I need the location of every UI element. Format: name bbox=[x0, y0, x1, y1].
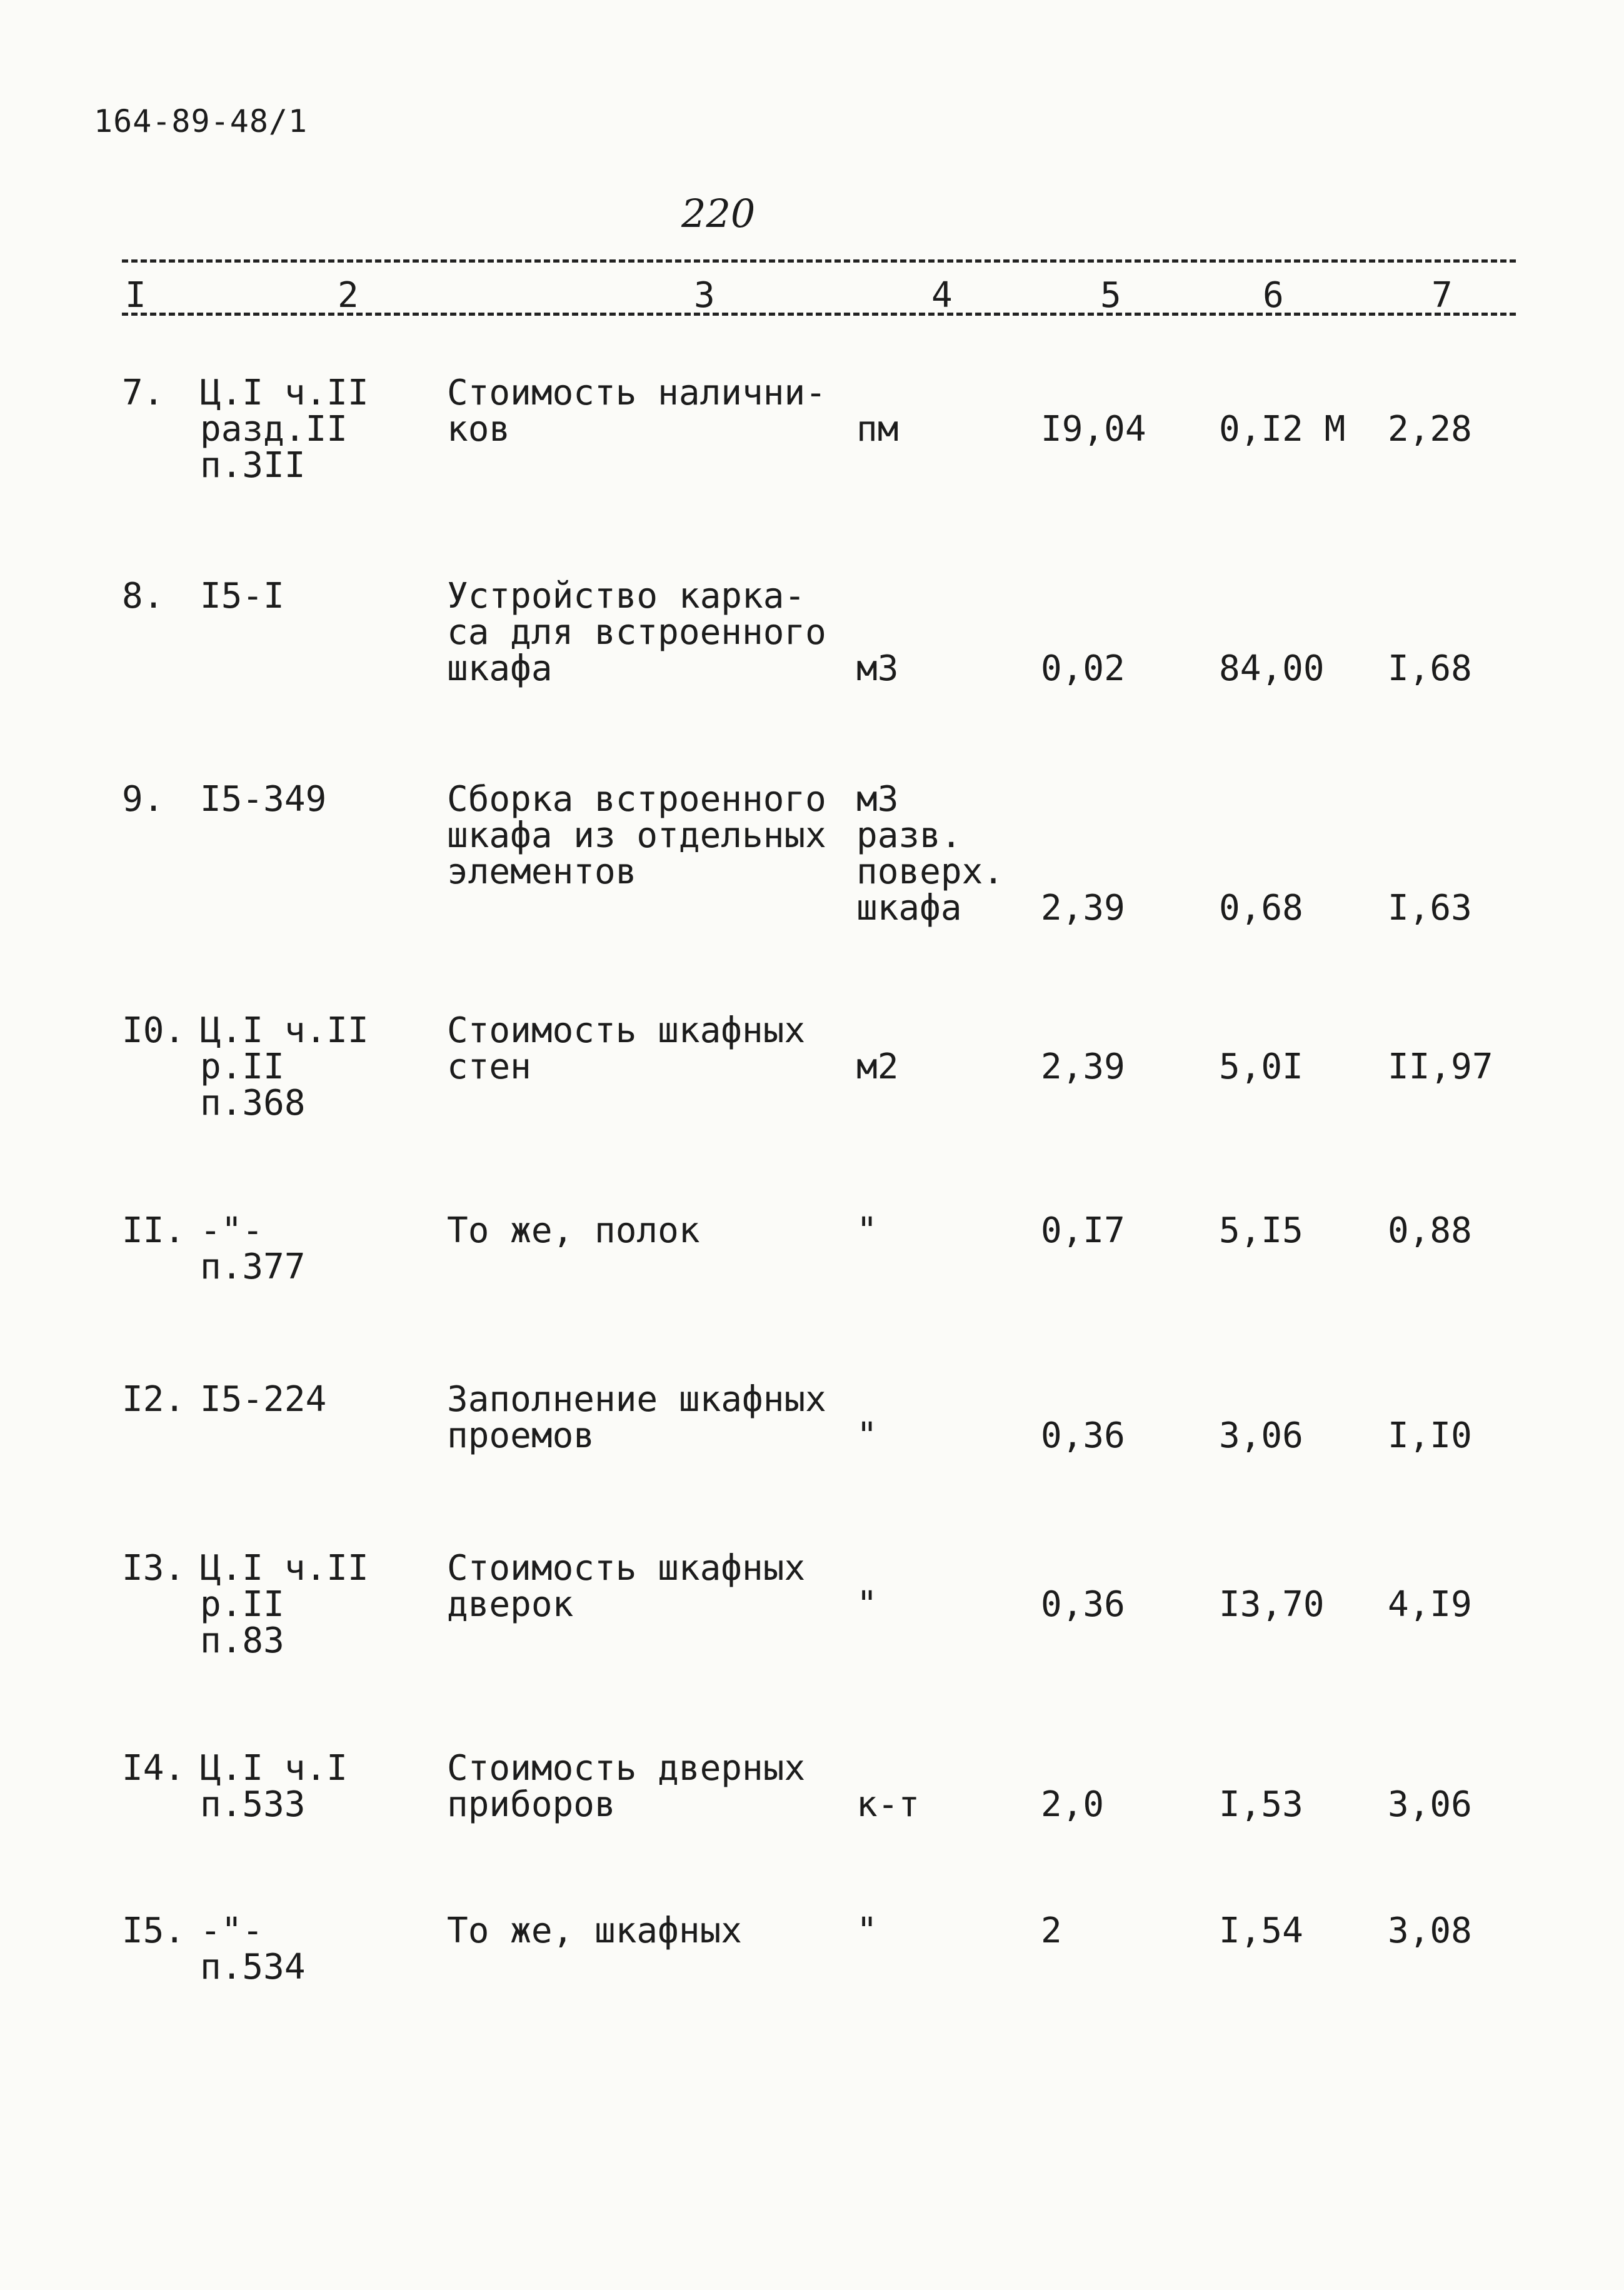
work-description: Стоимость шкафных дверок bbox=[447, 1548, 806, 1625]
total-cost: 0,88 bbox=[1388, 1210, 1472, 1251]
column-number-1: I bbox=[125, 275, 146, 316]
norm-reference: Ц.I ч.II разд.II п.3II bbox=[200, 373, 369, 486]
column-number-2: 2 bbox=[338, 275, 359, 316]
total-cost: 2,28 bbox=[1388, 409, 1472, 449]
work-description: Стоимость налични- ков bbox=[447, 373, 826, 449]
work-description: Стоимость дверных приборов bbox=[447, 1748, 806, 1825]
quantity: 2 bbox=[1041, 1911, 1062, 1951]
unit-of-measure: м3 разв. поверх. шкафа bbox=[856, 779, 1005, 928]
unit-price: 0,68 bbox=[1219, 888, 1303, 928]
row-number: II. bbox=[122, 1210, 186, 1251]
row-number: 8. bbox=[122, 576, 164, 616]
quantity: 2,0 bbox=[1041, 1784, 1105, 1825]
unit-price: 84,00 bbox=[1219, 648, 1325, 689]
row-number: I0. bbox=[122, 1010, 186, 1051]
unit-of-measure: " bbox=[856, 1210, 878, 1251]
norm-reference: I5-224 bbox=[200, 1379, 327, 1420]
column-number-5: 5 bbox=[1100, 275, 1121, 316]
norm-reference: -"- п.534 bbox=[200, 1911, 306, 1987]
work-description: То же, полок bbox=[447, 1210, 700, 1251]
unit-price: I,54 bbox=[1219, 1911, 1303, 1951]
column-number-4: 4 bbox=[931, 275, 953, 316]
norm-reference: Ц.I ч.I п.533 bbox=[200, 1748, 348, 1825]
row-number: I5. bbox=[122, 1911, 186, 1951]
total-cost: I,68 bbox=[1388, 648, 1472, 689]
unit-price: 5,0I bbox=[1219, 1047, 1303, 1087]
work-description: Заполнение шкафных проемов bbox=[447, 1379, 826, 1456]
column-number-7: 7 bbox=[1431, 275, 1453, 316]
document-code: 164-89-48/1 bbox=[94, 103, 308, 139]
unit-of-measure: пм bbox=[856, 409, 899, 449]
quantity: 0,36 bbox=[1041, 1415, 1125, 1456]
total-cost: 4,I9 bbox=[1388, 1584, 1472, 1625]
quantity: I9,04 bbox=[1041, 409, 1146, 449]
unit-of-measure: " bbox=[856, 1415, 878, 1456]
unit-of-measure: " bbox=[856, 1584, 878, 1625]
row-number: I2. bbox=[122, 1379, 186, 1420]
quantity: 2,39 bbox=[1041, 1047, 1125, 1087]
work-description: Сборка встроенного шкафа из отдельных элементов bbox=[447, 779, 826, 892]
quantity: 2,39 bbox=[1041, 888, 1125, 928]
unit-of-measure: к-т bbox=[856, 1784, 920, 1825]
work-description: Стоимость шкафных стен bbox=[447, 1010, 806, 1087]
unit-price: 0,I2 М bbox=[1219, 409, 1346, 449]
column-number-6: 6 bbox=[1263, 275, 1284, 316]
total-cost: I,63 bbox=[1388, 888, 1472, 928]
unit-of-measure: м3 bbox=[856, 648, 899, 689]
quantity: 0,02 bbox=[1041, 648, 1125, 689]
norm-reference: I5-349 bbox=[200, 779, 327, 820]
total-cost: II,97 bbox=[1388, 1047, 1493, 1087]
column-number-3: 3 bbox=[694, 275, 715, 316]
unit-of-measure: м2 bbox=[856, 1047, 899, 1087]
total-cost: I,I0 bbox=[1388, 1415, 1472, 1456]
table-header-rule bbox=[122, 313, 1516, 316]
norm-reference: I5-I bbox=[200, 576, 284, 616]
norm-reference: Ц.I ч.II р.II п.368 bbox=[200, 1010, 369, 1123]
row-number: 9. bbox=[122, 779, 164, 820]
row-number: I4. bbox=[122, 1748, 186, 1789]
unit-price: 3,06 bbox=[1219, 1415, 1303, 1456]
norm-reference: -"- п.377 bbox=[200, 1210, 306, 1287]
work-description: То же, шкафных bbox=[447, 1911, 743, 1951]
unit-price: I3,70 bbox=[1219, 1584, 1325, 1625]
total-cost: 3,08 bbox=[1388, 1911, 1472, 1951]
page-number: 220 bbox=[681, 191, 756, 236]
quantity: 0,36 bbox=[1041, 1584, 1125, 1625]
row-number: I3. bbox=[122, 1548, 186, 1589]
norm-reference: Ц.I ч.II р.II п.83 bbox=[200, 1548, 369, 1661]
unit-of-measure: " bbox=[856, 1911, 878, 1951]
unit-price: 5,I5 bbox=[1219, 1210, 1303, 1251]
row-number: 7. bbox=[122, 373, 164, 413]
work-description: Устройство карка- са для встроенного шкафа bbox=[447, 576, 826, 689]
table-top-rule bbox=[122, 259, 1516, 263]
unit-price: I,53 bbox=[1219, 1784, 1303, 1825]
quantity: 0,I7 bbox=[1041, 1210, 1125, 1251]
total-cost: 3,06 bbox=[1388, 1784, 1472, 1825]
